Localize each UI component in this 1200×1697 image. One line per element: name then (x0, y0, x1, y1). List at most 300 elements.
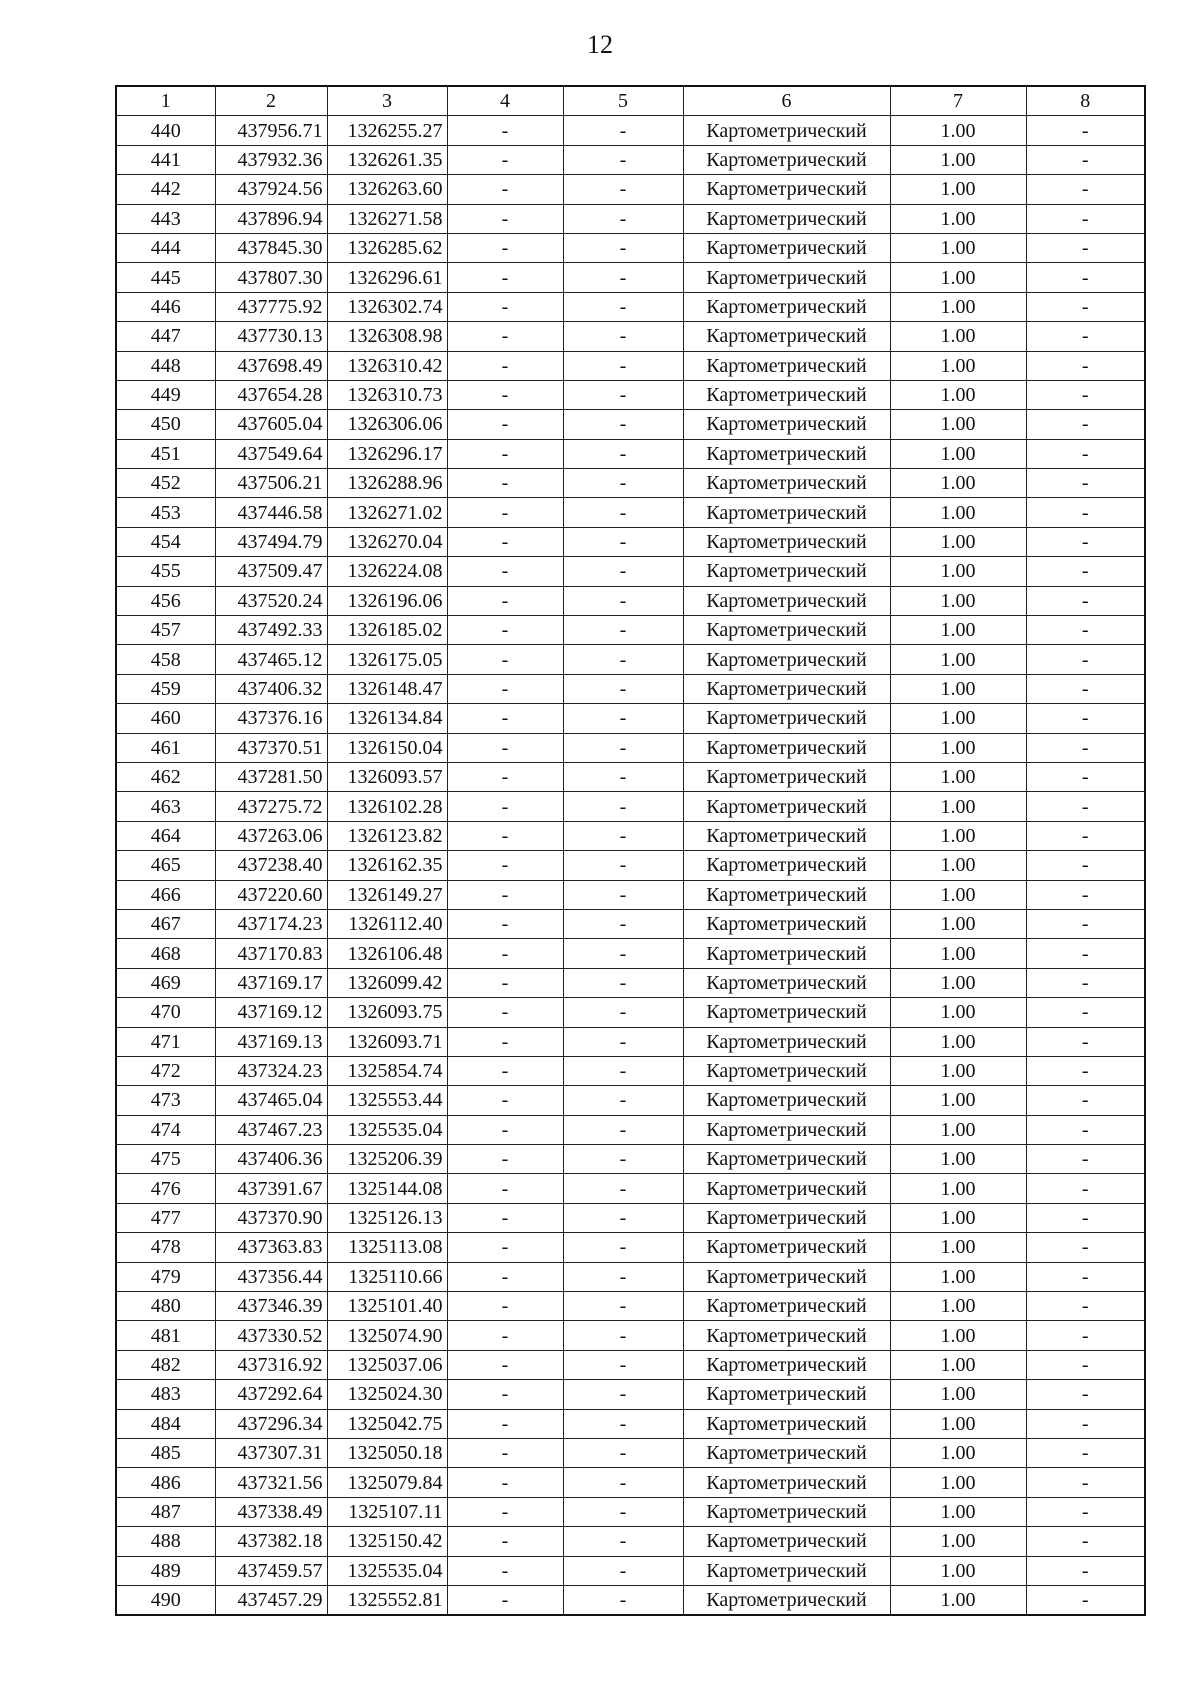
table-row (116, 116, 1145, 145)
x-coordinate-cell: 437281.50 (215, 762, 327, 791)
column-header: 7 (890, 86, 1026, 116)
col8-cell: - (1026, 263, 1145, 292)
page-number: 12 (587, 30, 613, 59)
y-coordinate-cell: 1326271.58 (327, 204, 447, 233)
accuracy-cell: 1.00 (890, 439, 1026, 468)
col5-cell: - (563, 733, 683, 762)
x-coordinate-cell: 437296.34 (215, 1409, 327, 1438)
method-cell: Картометрический (683, 1292, 890, 1321)
col5-cell: - (563, 1585, 683, 1615)
accuracy-cell: 1.00 (890, 1174, 1026, 1203)
col5-cell: - (563, 1233, 683, 1262)
y-coordinate-cell: 1326185.02 (327, 616, 447, 645)
x-coordinate-cell: 437467.23 (215, 1115, 327, 1144)
method-cell: Картометрический (683, 1350, 890, 1379)
point-number-cell: 442 (116, 175, 215, 204)
col5-cell: - (563, 1027, 683, 1056)
x-coordinate-cell: 437775.92 (215, 292, 327, 321)
col5-cell: - (563, 410, 683, 439)
x-coordinate-cell: 437492.33 (215, 616, 327, 645)
table-row (116, 1438, 1145, 1467)
table-row (116, 1556, 1145, 1585)
method-cell: Картометрический (683, 704, 890, 733)
col5-cell: - (563, 233, 683, 262)
method-cell: Картометрический (683, 410, 890, 439)
method-cell: Картометрический (683, 439, 890, 468)
col5-cell: - (563, 1497, 683, 1526)
col4-cell: - (447, 469, 563, 498)
col4-cell: - (447, 704, 563, 733)
method-cell: Картометрический (683, 1115, 890, 1144)
point-number-cell: 472 (116, 1056, 215, 1085)
x-coordinate-cell: 437169.17 (215, 968, 327, 997)
x-coordinate-cell: 437506.21 (215, 469, 327, 498)
y-coordinate-cell: 1326302.74 (327, 292, 447, 321)
method-cell: Картометрический (683, 880, 890, 909)
col5-cell: - (563, 263, 683, 292)
col5-cell: - (563, 586, 683, 615)
y-coordinate-cell: 1325535.04 (327, 1556, 447, 1585)
x-coordinate-cell: 437363.83 (215, 1233, 327, 1262)
col4-cell: - (447, 851, 563, 880)
col5-cell: - (563, 792, 683, 821)
point-number-cell: 444 (116, 233, 215, 262)
point-number-cell: 474 (116, 1115, 215, 1144)
accuracy-cell: 1.00 (890, 998, 1026, 1027)
accuracy-cell: 1.00 (890, 1556, 1026, 1585)
method-cell: Картометрический (683, 1321, 890, 1350)
col5-cell: - (563, 204, 683, 233)
point-number-cell: 450 (116, 410, 215, 439)
col8-cell: - (1026, 1527, 1145, 1556)
point-number-cell: 481 (116, 1321, 215, 1350)
col4-cell: - (447, 1409, 563, 1438)
col5-cell: - (563, 351, 683, 380)
y-coordinate-cell: 1325024.30 (327, 1380, 447, 1409)
table-header-row (116, 86, 1145, 116)
accuracy-cell: 1.00 (890, 704, 1026, 733)
accuracy-cell: 1.00 (890, 733, 1026, 762)
point-number-cell: 477 (116, 1203, 215, 1232)
accuracy-cell: 1.00 (890, 204, 1026, 233)
point-number-cell: 482 (116, 1350, 215, 1379)
x-coordinate-cell: 437170.83 (215, 939, 327, 968)
col8-cell: - (1026, 821, 1145, 850)
method-cell: Картометрический (683, 1438, 890, 1467)
x-coordinate-cell: 437376.16 (215, 704, 327, 733)
col8-cell: - (1026, 998, 1145, 1027)
table-row (116, 1262, 1145, 1291)
col4-cell: - (447, 1497, 563, 1526)
y-coordinate-cell: 1326255.27 (327, 116, 447, 145)
point-number-cell: 455 (116, 557, 215, 586)
col8-cell: - (1026, 704, 1145, 733)
y-coordinate-cell: 1325206.39 (327, 1145, 447, 1174)
table-row (116, 1321, 1145, 1350)
column-header: 6 (683, 86, 890, 116)
method-cell: Картометрический (683, 586, 890, 615)
col8-cell: - (1026, 1233, 1145, 1262)
col4-cell: - (447, 880, 563, 909)
table-row (116, 322, 1145, 351)
col5-cell: - (563, 380, 683, 409)
point-number-cell: 463 (116, 792, 215, 821)
col4-cell: - (447, 792, 563, 821)
accuracy-cell: 1.00 (890, 498, 1026, 527)
accuracy-cell: 1.00 (890, 1115, 1026, 1144)
col8-cell: - (1026, 586, 1145, 615)
x-coordinate-cell: 437520.24 (215, 586, 327, 615)
col8-cell: - (1026, 1056, 1145, 1085)
method-cell: Картометрический (683, 175, 890, 204)
table-row (116, 733, 1145, 762)
x-coordinate-cell: 437807.30 (215, 263, 327, 292)
col5-cell: - (563, 1056, 683, 1085)
table-row (116, 821, 1145, 850)
accuracy-cell: 1.00 (890, 469, 1026, 498)
y-coordinate-cell: 1326308.98 (327, 322, 447, 351)
accuracy-cell: 1.00 (890, 1468, 1026, 1497)
table-row (116, 1174, 1145, 1203)
accuracy-cell: 1.00 (890, 880, 1026, 909)
col8-cell: - (1026, 1262, 1145, 1291)
col5-cell: - (563, 851, 683, 880)
x-coordinate-cell: 437370.51 (215, 733, 327, 762)
col4-cell: - (447, 557, 563, 586)
table-row (116, 762, 1145, 791)
y-coordinate-cell: 1326271.02 (327, 498, 447, 527)
col5-cell: - (563, 1321, 683, 1350)
y-coordinate-cell: 1326093.57 (327, 762, 447, 791)
y-coordinate-cell: 1325101.40 (327, 1292, 447, 1321)
col5-cell: - (563, 175, 683, 204)
method-cell: Картометрический (683, 1409, 890, 1438)
column-header: 2 (215, 86, 327, 116)
accuracy-cell: 1.00 (890, 410, 1026, 439)
table-row (116, 880, 1145, 909)
table-row (116, 792, 1145, 821)
table-row (116, 292, 1145, 321)
coordinates-table (115, 85, 1146, 1616)
table-row (116, 557, 1145, 586)
y-coordinate-cell: 1326196.06 (327, 586, 447, 615)
method-cell: Картометрический (683, 1556, 890, 1585)
point-number-cell: 443 (116, 204, 215, 233)
col4-cell: - (447, 439, 563, 468)
col4-cell: - (447, 233, 563, 262)
y-coordinate-cell: 1326093.71 (327, 1027, 447, 1056)
x-coordinate-cell: 437174.23 (215, 909, 327, 938)
table-row (116, 586, 1145, 615)
table-row (116, 909, 1145, 938)
method-cell: Картометрический (683, 968, 890, 997)
method-cell: Картометрический (683, 616, 890, 645)
col4-cell: - (447, 175, 563, 204)
col8-cell: - (1026, 410, 1145, 439)
y-coordinate-cell: 1326270.04 (327, 527, 447, 556)
point-number-cell: 485 (116, 1438, 215, 1467)
point-number-cell: 478 (116, 1233, 215, 1262)
x-coordinate-cell: 437321.56 (215, 1468, 327, 1497)
col8-cell: - (1026, 233, 1145, 262)
accuracy-cell: 1.00 (890, 322, 1026, 351)
method-cell: Картометрический (683, 233, 890, 262)
col8-cell: - (1026, 175, 1145, 204)
col4-cell: - (447, 1321, 563, 1350)
accuracy-cell: 1.00 (890, 616, 1026, 645)
point-number-cell: 453 (116, 498, 215, 527)
col4-cell: - (447, 292, 563, 321)
point-number-cell: 473 (116, 1086, 215, 1115)
accuracy-cell: 1.00 (890, 263, 1026, 292)
col8-cell: - (1026, 1468, 1145, 1497)
x-coordinate-cell: 437346.39 (215, 1292, 327, 1321)
col5-cell: - (563, 439, 683, 468)
table-row (116, 263, 1145, 292)
table-row (116, 645, 1145, 674)
x-coordinate-cell: 437465.12 (215, 645, 327, 674)
point-number-cell: 487 (116, 1497, 215, 1526)
point-number-cell: 440 (116, 116, 215, 145)
x-coordinate-cell: 437330.52 (215, 1321, 327, 1350)
col4-cell: - (447, 263, 563, 292)
table-row (116, 968, 1145, 997)
y-coordinate-cell: 1326093.75 (327, 998, 447, 1027)
accuracy-cell: 1.00 (890, 380, 1026, 409)
col8-cell: - (1026, 851, 1145, 880)
y-coordinate-cell: 1326296.17 (327, 439, 447, 468)
col8-cell: - (1026, 380, 1145, 409)
table-row (116, 1145, 1145, 1174)
table-row (116, 1203, 1145, 1232)
method-cell: Картометрический (683, 1233, 890, 1262)
col4-cell: - (447, 1203, 563, 1232)
col5-cell: - (563, 616, 683, 645)
col4-cell: - (447, 145, 563, 174)
column-header: 1 (116, 86, 215, 116)
method-cell: Картометрический (683, 939, 890, 968)
y-coordinate-cell: 1325037.06 (327, 1350, 447, 1379)
x-coordinate-cell: 437465.04 (215, 1086, 327, 1115)
y-coordinate-cell: 1325552.81 (327, 1585, 447, 1615)
table-row (116, 527, 1145, 556)
col5-cell: - (563, 1145, 683, 1174)
table-row (116, 1497, 1145, 1526)
col4-cell: - (447, 1468, 563, 1497)
accuracy-cell: 1.00 (890, 145, 1026, 174)
table-row (116, 410, 1145, 439)
accuracy-cell: 1.00 (890, 233, 1026, 262)
col8-cell: - (1026, 1145, 1145, 1174)
table-row (116, 1292, 1145, 1321)
col5-cell: - (563, 469, 683, 498)
col4-cell: - (447, 1145, 563, 1174)
x-coordinate-cell: 437845.30 (215, 233, 327, 262)
col4-cell: - (447, 1556, 563, 1585)
table-row (116, 380, 1145, 409)
accuracy-cell: 1.00 (890, 527, 1026, 556)
col4-cell: - (447, 410, 563, 439)
col8-cell: - (1026, 645, 1145, 674)
col4-cell: - (447, 1056, 563, 1085)
y-coordinate-cell: 1325107.11 (327, 1497, 447, 1526)
col4-cell: - (447, 527, 563, 556)
col5-cell: - (563, 939, 683, 968)
accuracy-cell: 1.00 (890, 968, 1026, 997)
method-cell: Картометрический (683, 322, 890, 351)
col8-cell: - (1026, 1409, 1145, 1438)
method-cell: Картометрический (683, 733, 890, 762)
point-number-cell: 467 (116, 909, 215, 938)
col8-cell: - (1026, 616, 1145, 645)
table-row (116, 469, 1145, 498)
point-number-cell: 484 (116, 1409, 215, 1438)
method-cell: Картометрический (683, 1262, 890, 1291)
accuracy-cell: 1.00 (890, 1497, 1026, 1526)
method-cell: Картометрический (683, 909, 890, 938)
point-number-cell: 476 (116, 1174, 215, 1203)
table-row (116, 439, 1145, 468)
col4-cell: - (447, 204, 563, 233)
col4-cell: - (447, 1585, 563, 1615)
col4-cell: - (447, 1292, 563, 1321)
y-coordinate-cell: 1326263.60 (327, 175, 447, 204)
col8-cell: - (1026, 322, 1145, 351)
x-coordinate-cell: 437307.31 (215, 1438, 327, 1467)
y-coordinate-cell: 1326106.48 (327, 939, 447, 968)
table-row (116, 1115, 1145, 1144)
col5-cell: - (563, 116, 683, 145)
column-header: 4 (447, 86, 563, 116)
point-number-cell: 471 (116, 1027, 215, 1056)
col4-cell: - (447, 116, 563, 145)
column-header: 3 (327, 86, 447, 116)
point-number-cell: 489 (116, 1556, 215, 1585)
point-number-cell: 479 (116, 1262, 215, 1291)
point-number-cell: 490 (116, 1585, 215, 1615)
table-row (116, 233, 1145, 262)
y-coordinate-cell: 1326123.82 (327, 821, 447, 850)
x-coordinate-cell: 437338.49 (215, 1497, 327, 1526)
col8-cell: - (1026, 1174, 1145, 1203)
accuracy-cell: 1.00 (890, 1262, 1026, 1291)
col4-cell: - (447, 674, 563, 703)
method-cell: Картометрический (683, 351, 890, 380)
accuracy-cell: 1.00 (890, 821, 1026, 850)
x-coordinate-cell: 437956.71 (215, 116, 327, 145)
x-coordinate-cell: 437324.23 (215, 1056, 327, 1085)
x-coordinate-cell: 437509.47 (215, 557, 327, 586)
method-cell: Картометрический (683, 792, 890, 821)
y-coordinate-cell: 1326112.40 (327, 909, 447, 938)
table-row (116, 175, 1145, 204)
point-number-cell: 470 (116, 998, 215, 1027)
accuracy-cell: 1.00 (890, 674, 1026, 703)
col8-cell: - (1026, 674, 1145, 703)
x-coordinate-cell: 437494.79 (215, 527, 327, 556)
accuracy-cell: 1.00 (890, 1438, 1026, 1467)
col8-cell: - (1026, 439, 1145, 468)
accuracy-cell: 1.00 (890, 1585, 1026, 1615)
accuracy-cell: 1.00 (890, 1292, 1026, 1321)
table-row (116, 1233, 1145, 1262)
col8-cell: - (1026, 116, 1145, 145)
col8-cell: - (1026, 762, 1145, 791)
method-cell: Картометрический (683, 851, 890, 880)
table-row (116, 204, 1145, 233)
point-number-cell: 454 (116, 527, 215, 556)
col5-cell: - (563, 704, 683, 733)
col8-cell: - (1026, 880, 1145, 909)
accuracy-cell: 1.00 (890, 1203, 1026, 1232)
x-coordinate-cell: 437924.56 (215, 175, 327, 204)
x-coordinate-cell: 437263.06 (215, 821, 327, 850)
y-coordinate-cell: 1326285.62 (327, 233, 447, 262)
col5-cell: - (563, 1262, 683, 1291)
accuracy-cell: 1.00 (890, 586, 1026, 615)
y-coordinate-cell: 1326099.42 (327, 968, 447, 997)
accuracy-cell: 1.00 (890, 1380, 1026, 1409)
point-number-cell: 457 (116, 616, 215, 645)
method-cell: Картометрический (683, 674, 890, 703)
point-number-cell: 441 (116, 145, 215, 174)
method-cell: Картометрический (683, 527, 890, 556)
x-coordinate-cell: 437446.58 (215, 498, 327, 527)
col5-cell: - (563, 145, 683, 174)
x-coordinate-cell: 437605.04 (215, 410, 327, 439)
y-coordinate-cell: 1326261.35 (327, 145, 447, 174)
col8-cell: - (1026, 557, 1145, 586)
col5-cell: - (563, 674, 683, 703)
col8-cell: - (1026, 939, 1145, 968)
point-number-cell: 475 (116, 1145, 215, 1174)
method-cell: Картометрический (683, 821, 890, 850)
point-number-cell: 451 (116, 439, 215, 468)
x-coordinate-cell: 437406.32 (215, 674, 327, 703)
accuracy-cell: 1.00 (890, 175, 1026, 204)
x-coordinate-cell: 437698.49 (215, 351, 327, 380)
col5-cell: - (563, 557, 683, 586)
y-coordinate-cell: 1325050.18 (327, 1438, 447, 1467)
col4-cell: - (447, 1233, 563, 1262)
table-row (116, 145, 1145, 174)
x-coordinate-cell: 437316.92 (215, 1350, 327, 1379)
accuracy-cell: 1.00 (890, 292, 1026, 321)
accuracy-cell: 1.00 (890, 557, 1026, 586)
x-coordinate-cell: 437169.12 (215, 998, 327, 1027)
col5-cell: - (563, 1292, 683, 1321)
x-coordinate-cell: 437896.94 (215, 204, 327, 233)
point-number-cell: 480 (116, 1292, 215, 1321)
col4-cell: - (447, 909, 563, 938)
accuracy-cell: 1.00 (890, 1027, 1026, 1056)
point-number-cell: 458 (116, 645, 215, 674)
y-coordinate-cell: 1325113.08 (327, 1233, 447, 1262)
y-coordinate-cell: 1326224.08 (327, 557, 447, 586)
point-number-cell: 483 (116, 1380, 215, 1409)
table-row (116, 998, 1145, 1027)
accuracy-cell: 1.00 (890, 1233, 1026, 1262)
point-number-cell: 461 (116, 733, 215, 762)
col8-cell: - (1026, 1027, 1145, 1056)
col5-cell: - (563, 998, 683, 1027)
method-cell: Картометрический (683, 292, 890, 321)
x-coordinate-cell: 437459.57 (215, 1556, 327, 1585)
col8-cell: - (1026, 909, 1145, 938)
col5-cell: - (563, 1468, 683, 1497)
col4-cell: - (447, 351, 563, 380)
col5-cell: - (563, 1380, 683, 1409)
